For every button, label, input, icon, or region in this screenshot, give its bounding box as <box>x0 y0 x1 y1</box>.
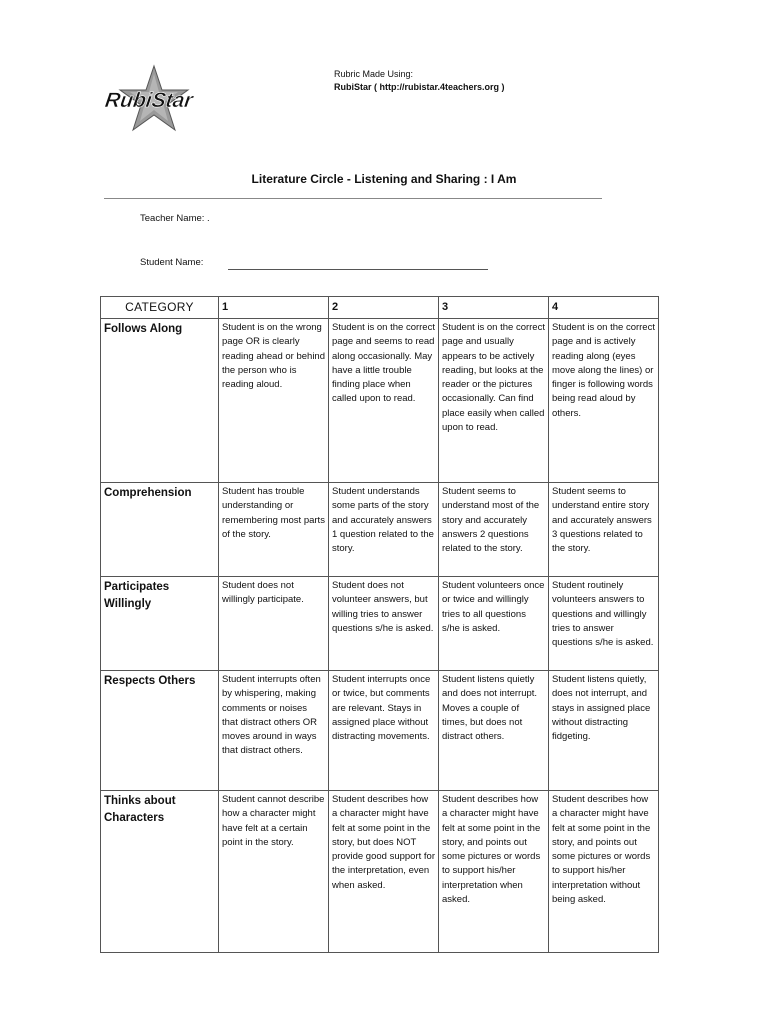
student-name-label: Student Name: <box>140 257 204 268</box>
made-using-line1: Rubric Made Using: <box>334 69 414 79</box>
rubric-cell: Student seems to understand most of the story and accurately answers 2 questions related to the story. <box>439 483 549 577</box>
table-row <box>101 671 659 791</box>
rubric-cell: Student understands some parts of the story and accurately answers 1 question related to the story. <box>329 483 439 577</box>
rubric-cell: Student listens quietly, does not interrupt, and stays in assigned place without distracting fidgeting. <box>549 671 659 791</box>
rubric-cell: Student interrupts once or twice, but comments are relevant. Stays in assigned place without distracting movements. <box>329 671 439 791</box>
rubric-cell: Student cannot describe how a character might have felt at a certain point in the story. <box>219 791 329 953</box>
rubric-cell: Student describes how a character might have felt at some point in the story, and points out some pictures or words to support his/her interpretation without being asked. <box>549 791 659 953</box>
table-row <box>101 483 659 577</box>
header-score-4: 4 <box>549 297 659 319</box>
rubric-cell: Student volunteers once or twice and willingly tries to all questions s/he is asked. <box>439 577 549 671</box>
svg-text:RubiStar: RubiStar <box>103 89 195 112</box>
made-using-line2: RubiStar ( http://rubistar.4teachers.org ) <box>334 82 505 92</box>
header-score-2: 2 <box>329 297 439 319</box>
table-row <box>101 577 659 671</box>
row-category: Comprehension <box>101 483 219 577</box>
rubric-cell: Student describes how a character might have felt at some point in the story, and points out some pictures or words to support his/her interpretation when asked. <box>439 791 549 953</box>
title-divider <box>104 198 602 199</box>
rubric-cell: Student interrupts often by whispering, making comments or noises that distract others OR moves around in ways that distract others. <box>219 671 329 791</box>
row-category: Respects Others <box>101 671 219 791</box>
rubric-cell: Student does not volunteer answers, but willing tries to answer questions s/he is asked. <box>329 577 439 671</box>
table-row <box>101 791 659 953</box>
header-score-1: 1 <box>219 297 329 319</box>
teacher-name-label: Teacher Name: . <box>140 213 210 224</box>
rubric-cell: Student routinely volunteers answers to questions and willingly tries to answer questions s/he is asked. <box>549 577 659 671</box>
table-row <box>101 319 659 483</box>
rubric-cell: Student is on the correct page and usually appears to be actively reading, but looks at the reader or the pictures occasionally. Can find place easily when called upon to read. <box>439 319 549 483</box>
rubistar-logo <box>100 64 208 136</box>
student-name-blank <box>228 269 488 270</box>
row-category: Thinks about Characters <box>101 791 219 953</box>
rubric-cell: Student describes how a character might have felt at some point in the story, but does NOT provide good support for the interpretation, even when asked. <box>329 791 439 953</box>
rubric-cell: Student seems to understand entire story and accurately answers 3 questions related to the story. <box>549 483 659 577</box>
made-using-note <box>334 68 505 94</box>
rubric-table <box>100 296 659 953</box>
rubric-cell: Student listens quietly and does not interrupt. Moves a couple of times, but does not distract others. <box>439 671 549 791</box>
rubric-cell: Student is on the wrong page OR is clearly reading ahead or behind the person who is reading aloud. <box>219 319 329 483</box>
rubric-cell: Student is on the correct page and is actively reading along (eyes move along the lines) or finger is following words being read aloud by others. <box>549 319 659 483</box>
document-title: Literature Circle - Listening and Sharing : I Am <box>251 172 517 186</box>
row-category: Follows Along <box>101 319 219 483</box>
header-category: CATEGORY <box>101 297 219 319</box>
header-score-3: 3 <box>439 297 549 319</box>
row-category: Participates Willingly <box>101 577 219 671</box>
rubric-cell: Student does not willingly participate. <box>219 577 329 671</box>
rubric-cell: Student has trouble understanding or remembering most parts of the story. <box>219 483 329 577</box>
rubric-cell: Student is on the correct page and seems to read along occasionally. May have a little trouble finding place when called upon to read. <box>329 319 439 483</box>
rubric-header-row <box>101 297 659 319</box>
